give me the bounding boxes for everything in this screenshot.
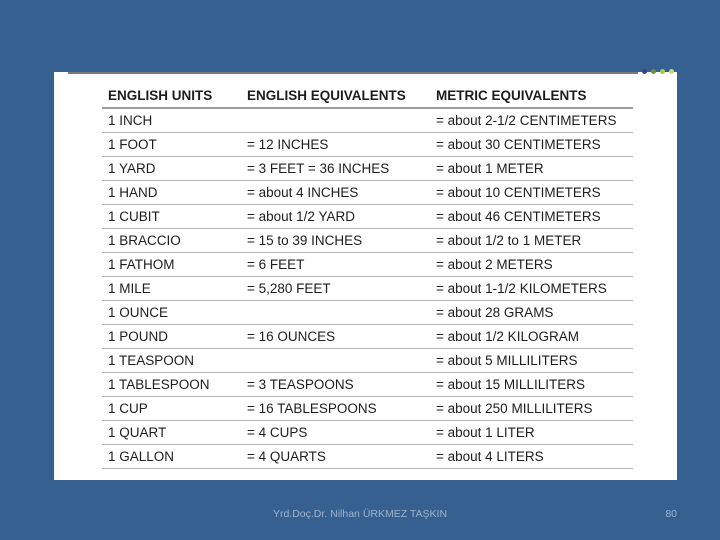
cell-english-equivalent: = 16 TABLESPOONS [241, 397, 430, 421]
cell-english-equivalent [241, 108, 430, 133]
cell-metric-equivalent: = about 1-1/2 KILOMETERS [430, 277, 633, 301]
cell-english-unit: 1 TEASPOON [102, 349, 241, 373]
table-row [102, 445, 633, 469]
table-row [102, 421, 633, 445]
table-row [102, 301, 633, 325]
dot-icon [642, 69, 647, 74]
cell-metric-equivalent: = about 15 MILLILITERS [430, 373, 633, 397]
cell-metric-equivalent: = about 250 MILLILITERS [430, 397, 633, 421]
cell-english-equivalent: = 4 CUPS [241, 421, 430, 445]
table-row [102, 325, 633, 349]
cell-metric-equivalent: = about 1/2 to 1 METER [430, 229, 633, 253]
page-number: 80 [665, 508, 677, 520]
footer-author: Yrd.Doç.Dr. Nilhan ÜRKMEZ TAŞKIN [272, 508, 448, 520]
table-row [102, 277, 633, 301]
cell-english-unit: 1 GALLON [102, 445, 241, 469]
table-row [102, 373, 633, 397]
table-row [102, 229, 633, 253]
cell-english-equivalent: = 15 to 39 INCHES [241, 229, 430, 253]
table-row [102, 349, 633, 373]
cell-english-unit: 1 TABLESPOON [102, 373, 241, 397]
units-conversion-table [102, 83, 633, 469]
table-row [102, 157, 633, 181]
cell-english-unit: 1 BRACCIO [102, 229, 241, 253]
cell-english-unit: 1 CUBIT [102, 205, 241, 229]
cell-english-unit: 1 OUNCE [102, 301, 241, 325]
cell-metric-equivalent: = about 10 CENTIMETERS [430, 181, 633, 205]
cell-english-unit: 1 POUND [102, 325, 241, 349]
table-row [102, 181, 633, 205]
table-row [102, 205, 633, 229]
cell-english-equivalent: = 6 FEET [241, 253, 430, 277]
table-row [102, 397, 633, 421]
table-row [102, 253, 633, 277]
cell-english-equivalent: = 4 QUARTS [241, 445, 430, 469]
cell-english-unit: 1 MILE [102, 277, 241, 301]
dot-icon [660, 69, 665, 74]
column-header-english-units: ENGLISH UNITS [102, 83, 241, 108]
cell-english-equivalent: = 5,280 FEET [241, 277, 430, 301]
cell-english-equivalent: = 3 FEET = 36 INCHES [241, 157, 430, 181]
cell-english-equivalent: = 16 OUNCES [241, 325, 430, 349]
cell-english-unit: 1 FATHOM [102, 253, 241, 277]
column-header-english-equivalents: ENGLISH EQUIVALENTS [241, 83, 430, 108]
table-row [102, 108, 633, 133]
table-body [102, 108, 633, 469]
cell-english-unit: 1 CUP [102, 397, 241, 421]
cell-english-equivalent [241, 349, 430, 373]
cell-english-equivalent [241, 301, 430, 325]
table-header-row [102, 83, 633, 108]
cell-metric-equivalent: = about 5 MILLILITERS [430, 349, 633, 373]
column-header-metric-equivalents: METRIC EQUIVALENTS [430, 83, 633, 108]
cell-metric-equivalent: = about 2-1/2 CENTIMETERS [430, 108, 633, 133]
cell-metric-equivalent: = about 1/2 KILOGRAM [430, 325, 633, 349]
cell-english-unit: 1 FOOT [102, 133, 241, 157]
cell-metric-equivalent: = about 1 METER [430, 157, 633, 181]
cell-metric-equivalent: = about 30 CENTIMETERS [430, 133, 633, 157]
cell-english-equivalent: = 3 TEASPOONS [241, 373, 430, 397]
cell-metric-equivalent: = about 28 GRAMS [430, 301, 633, 325]
panel-top-border [68, 72, 638, 74]
dot-icon [651, 69, 656, 74]
table-row [102, 133, 633, 157]
cell-english-unit: 1 INCH [102, 108, 241, 133]
cell-metric-equivalent: = about 2 METERS [430, 253, 633, 277]
cell-english-unit: 1 YARD [102, 157, 241, 181]
cell-english-equivalent: = 12 INCHES [241, 133, 430, 157]
cell-english-equivalent: = about 4 INCHES [241, 181, 430, 205]
decorative-dots [640, 69, 680, 77]
cell-english-unit: 1 QUART [102, 421, 241, 445]
cell-metric-equivalent: = about 46 CENTIMETERS [430, 205, 633, 229]
cell-metric-equivalent: = about 1 LITER [430, 421, 633, 445]
cell-metric-equivalent: = about 4 LITERS [430, 445, 633, 469]
cell-english-equivalent: = about 1/2 YARD [241, 205, 430, 229]
cell-english-unit: 1 HAND [102, 181, 241, 205]
dot-icon [669, 69, 674, 74]
